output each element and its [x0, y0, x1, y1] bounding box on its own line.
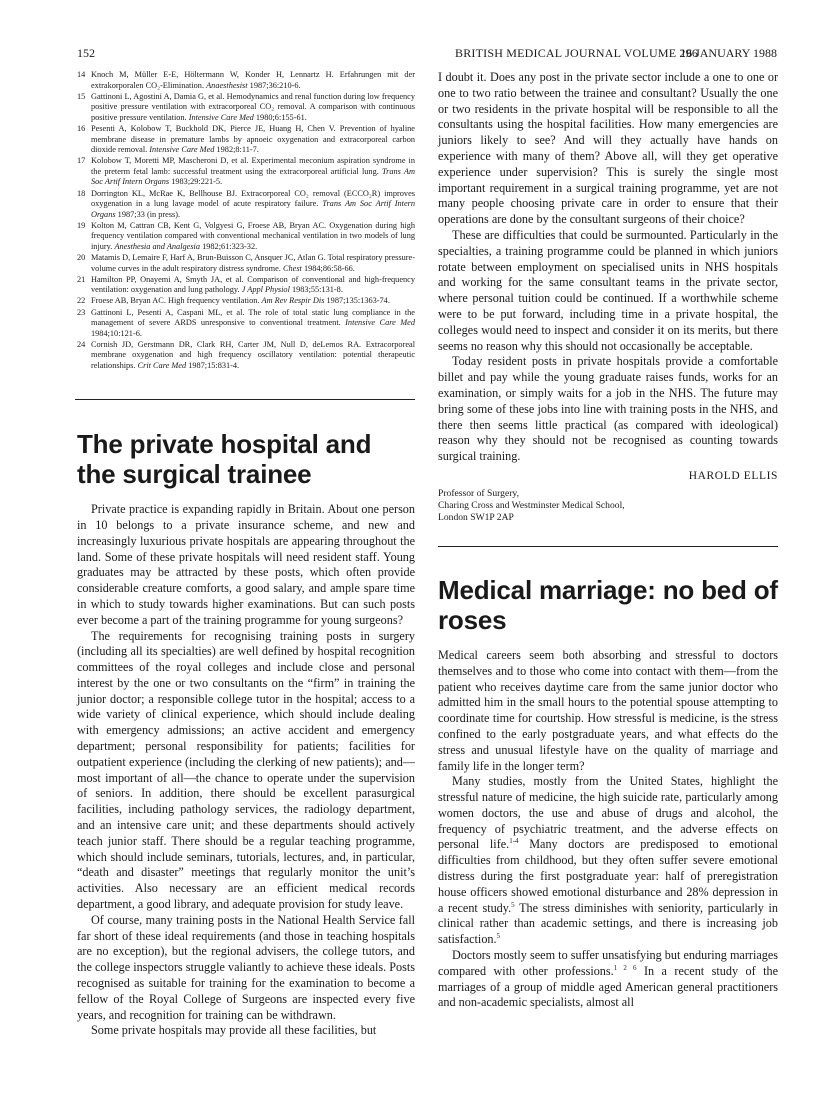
reference-number: 15	[77, 91, 86, 101]
article-paragraph: I doubt it. Does any post in the private sector include a one to one or one to two ratio between the trainee and consultant? Usually the one or two residents in the private hospital will be responsible to all the consultants using the hospital facilities. How many emergencies are juniors likely to see? And will they actually have hands on experience with many of them? Above all, will they get operative experience under supervision? This is surely the single most important requirement in a surgical training programme, yet are not many people choosing private care in order to ensure that their operations are done by the consultant surgeons of their choice?	[438, 70, 778, 227]
page-number: 152	[77, 46, 95, 60]
article-paragraph: Private practice is expanding rapidly in Britain. About one person in 10 belongs to a private insurance scheme, and new and increasingly luxurious private hospitals are appearing throughout the land. Some of these private hospitals will need resident staff. Young graduates may be attracted by these posts, which often provide considerable creature comforts, a good salary, and ample spare time in which to study towards higher examinations. But can such posts ever become a part of the training programme for young surgeons?	[77, 502, 415, 627]
reference-journal: Anesthesia and Analgesia	[114, 242, 201, 251]
reference-journal: Trans Am Soc Artif Intern Organs	[91, 166, 415, 187]
reference-citation: 1980;6:155-61.	[255, 112, 307, 122]
reference-item	[77, 296, 415, 307]
reference-text: Dorrington KL, McRae K, Bellhouse BJ. Extracorporeal CO₂ removal (ECCO₂R) improves oxygenation in a lung lavage model of acute respiratory failure.	[91, 188, 415, 209]
reference-text: Cornish JD, Gerstmann DR, Clark RH, Carter JM, Null D, deLemos RA. Extracorporeal membrane oxygenation and high frequency oscillatory ventilation: potential therapeutic relationships.	[91, 339, 415, 371]
article-paragraph: Of course, many training posts in the National Health Service fall far short of these ideal requirements (and those in teaching hospitals are no exception), but the regional advisers, the college tutors, and the college inspectors struggle valiantly to achieve these ideals. Posts recognised as suitable for training for the examination to become a fellow of the Royal College of Surgeons are inspected every five years, and recognition for training can be withdrawn.	[77, 912, 415, 1022]
reference-text: Matamis D, Lemaire F, Harf A, Brun-Buisson C, Ansquer JC, Atlan G. Total respiratory pressure-volume curves in the adult respiratory distress syndrome.	[91, 253, 415, 273]
reference-text: Gattinoni L, Pesenti A, Caspani ML, et al. The role of total static lung compliance in the management of severe ARDS unresponsive to conventional treatment.	[91, 307, 415, 328]
citation-superscript: 5	[511, 900, 515, 909]
reference-citation: 1987;135:1363-74.	[326, 296, 390, 306]
reference-text: Froese AB, Bryan AC. High frequency ventilation.	[91, 296, 260, 306]
reference-citation: 1982;61:323-32.	[202, 242, 258, 251]
reference-citation: 1987;36:210-6.	[249, 80, 301, 90]
reference-journal: Trans Am Soc Artif Intern Organs	[91, 199, 416, 219]
reference-item	[77, 221, 415, 253]
reference-citation: 1983;55:131-8.	[291, 285, 343, 295]
running-header	[77, 46, 777, 62]
article-paragraph: Today resident posts in private hospitals provide a comfortable billet and pay while the young graduate raises funds, works for an examination, or simply waits for a job in the NHS. The future may bring some of these jobs into line with training posts in the NHS, and there then seems little practical (as compared with ideological) reason why they should not be recognised as counting towards surgical training.	[438, 354, 778, 464]
reference-item	[77, 156, 415, 188]
reference-item	[77, 308, 415, 340]
article-title-medical-marriage: Medical marriage: no bed of roses	[438, 574, 778, 635]
reference-list	[77, 70, 415, 372]
reference-item	[77, 253, 415, 274]
reference-text: Gattinoni L, Agostini A, Damia G, et al. Hemodynamics and renal function during low frequency positive pressure ventilation with extracorporeal CO₂ removal. A comparison with continuous positive pressure ventilation.	[91, 91, 415, 122]
article-paragraph	[438, 774, 778, 948]
left-column	[77, 70, 415, 1039]
paragraph-text: Many doctors are predisposed to emotional difficulties from childhood, but they often suffer severe emotional distress during the first postgraduate year: half of preregistration house officers showed emotional disturbance and 28% depression in a recent study.	[438, 837, 779, 915]
reference-item	[77, 70, 415, 91]
journal-title: BRITISH MEDICAL JOURNAL VOLUME 296	[455, 46, 699, 60]
reference-number: 20	[77, 253, 86, 263]
reference-citation: 1984;10:121-6.	[91, 328, 142, 338]
citation-superscript: 1 2 6	[613, 963, 637, 972]
citation-superscript: 1-4	[509, 837, 519, 846]
article-title-private-hospital: The private hospital and the surgical trainee	[77, 429, 372, 490]
reference-text: Hamilton PP, Onayemi A, Smyth JA, et al. Comparison of conventional and high-frequency ventilation: oxygenation and lung pathology.	[91, 274, 415, 295]
article-paragraph: These are difficulties that could be surmounted. Particularly in the specialties, a training programme could be planned in which juniors rotate between employment on specialised units in NHS hospitals and working for the same consultant teams in the private sector, where personal tuition could be continued. If a worthwhile scheme were to be put forward, including time in a private hospital, the colleges would need to inspect and consider it on its merits, but there seems no reason why this should not occasionally be acceptable.	[438, 227, 778, 353]
citation-superscript: 5	[496, 932, 501, 941]
reference-journal: Intensive Care Med	[188, 112, 254, 122]
reference-journal: Crit Care Med	[137, 361, 187, 371]
paragraph-text: In a recent study of the marriages of a group of middle aged American general practitioners and non-academic specialists, almost all	[438, 963, 778, 1010]
affiliation-line: Charing Cross and Westminster Medical School,	[438, 499, 625, 511]
reference-number: 23	[77, 307, 86, 317]
reference-item	[77, 189, 415, 221]
paragraph-text: Doctors mostly seem to suffer unsatisfying but enduring marriages compared with other professions.	[438, 948, 778, 978]
reference-number: 22	[77, 296, 86, 306]
article-paragraph: Some private hospitals may provide all these facilities, but	[91, 1023, 377, 1038]
paragraph-text: Many studies, mostly from the United States, highlight the stressful nature of medicine, the high suicide rate, particularly among women doctors, the use and abuse of drugs and alcohol, the frequency of psychiatric treatment, and the adverse effects on personal life.	[438, 774, 778, 852]
reference-journal: Anaesthesist	[206, 80, 248, 90]
reference-number: 16	[77, 123, 86, 133]
affiliation-line: Professor of Surgery,	[438, 487, 520, 499]
reference-journal: Intensive Care Med	[149, 145, 215, 155]
reference-item	[77, 92, 415, 124]
reference-number: 18	[77, 188, 86, 198]
reference-item	[77, 124, 415, 156]
right-column	[438, 70, 778, 1011]
reference-text: Pesenti A, Kolobow T, Buckhold DK, Pierce JE, Huang H, Chen V. Prevention of hyaline membrane disease in premature lambs by apnoeic oxygenation and extracorporeal carbon dioxide removal.	[91, 123, 415, 155]
paragraph-text: The stress diminishes with seniority, particularly in clinical rather than academic settings, and there is increasing job satisfaction.	[438, 900, 778, 947]
reference-text: Knoch M, Müller E-E, Höltermann W, Konder H, Lennartz H. Erfahrungen mit der extrakorporalen CO₂-Elimination.	[91, 70, 415, 90]
reference-text: Kolton M, Cattran CB, Kent G, Volgyesi G, Froese AB, Bryan AC. Oxygenation during high frequency ventilation compared with conventional mechanical ventilation in two models of lung injury.	[91, 220, 415, 251]
reference-citation: 1987;15:831-4.	[188, 361, 240, 371]
reference-number: 14	[77, 70, 86, 79]
reference-item	[77, 275, 415, 296]
affiliation-line: London SW1P 2AP	[438, 511, 514, 523]
reference-journal: J Appl Physiol	[241, 285, 290, 295]
reference-journal: Am Rev Respir Dis	[261, 296, 325, 306]
reference-journal: Chest	[282, 263, 302, 273]
reference-citation: 1984;86:58-66.	[303, 263, 355, 273]
reference-number: 17	[77, 156, 86, 166]
reference-number: 24	[77, 339, 86, 349]
reference-citation: 1983;29:221-5.	[171, 177, 223, 187]
reference-citation: 1987;33 (in press).	[117, 209, 181, 219]
author-affiliation	[438, 488, 778, 524]
article-paragraph: Medical careers seem both absorbing and stressful to doctors themselves and to those who come into contact with them—from the patient who receives daytime care from the same junior doctor who admitted him in the small hours to the potential spouse attempting to coordinate time for courtship. How stressful is medicine, is the stress confined to the early postgraduate years, and what effects do the stress and unusual lifestyle have on the quality of marriage and family life in the longer term?	[438, 647, 778, 773]
author-name: HAROLD ELLIS	[688, 469, 778, 482]
reference-citation: 1982;8:11-7.	[216, 145, 259, 155]
reference-item	[77, 340, 415, 372]
article-paragraph: The requirements for recognising training posts in surgery (including all its specialties) are well defined by hospital recognition committees of the royal colleges and include close and personal interest by the one or two consultants on the “firm” in training the junior doctor; a responsible college tutor in the hospital; access to a wide variety of clinical experience, which should include dealing with emergency admissions; an active accident and emergency department; personal responsibility for patients; facilities for outpatient experience (including the clerking of new patients); and—most important of all—the chance to operate under the supervision of seniors. In addition, there should be excellent parasurgical facilities, including pathology services, the radiology department, and an intensive care unit; and these departments should actively teach junior staff. There should be a regular teaching programme, which should include seminars, tutorials, lectures, and, in particular, “death and disaster” meetings that regularly monitor the unit’s activities. Also necessary are an efficient medical records department, a good library, and adequate provision for study leave.	[77, 628, 415, 912]
issue-date: 16 JANUARY 1988	[680, 46, 777, 60]
reference-number: 21	[77, 274, 86, 284]
article-paragraph	[438, 948, 778, 1011]
reference-journal: Intensive Care Med	[345, 318, 416, 328]
reference-number: 19	[77, 220, 86, 230]
reference-text: Kolobow T, Moretti MP, Mascheroni D, et al. Experimental meconium aspiration syndrome in the preterm fetal lamb: successful treatment using the extracorporeal artificial lung.	[91, 156, 415, 176]
